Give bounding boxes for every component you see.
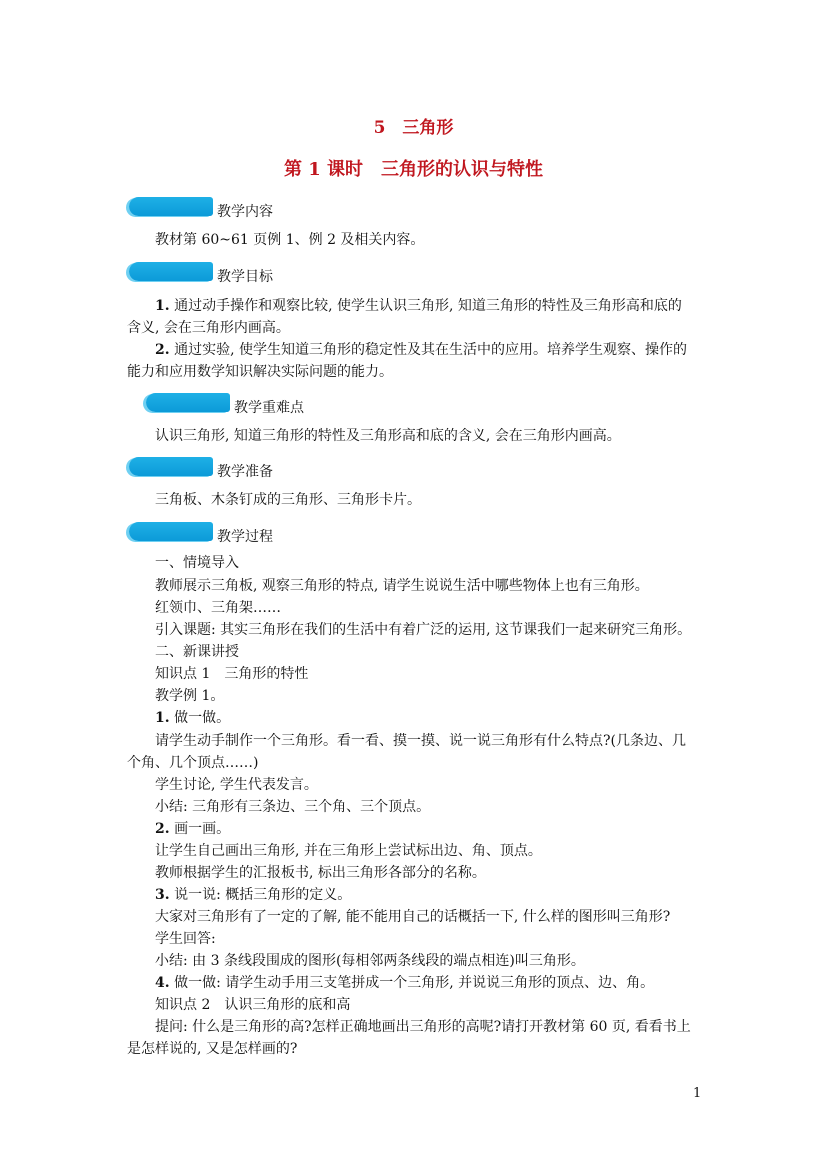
chapter-title: 5 三角形 [373, 118, 454, 138]
process-line [155, 819, 230, 839]
goal-2-line-2: 能力和应用数学知识解决实际问题的能力。 [127, 364, 393, 380]
process-line: 小结: 三角形有三条边、三个角、三个顶点。 [155, 799, 431, 815]
content-text: 教材第 60~61 页例 1、例 2 及相关内容。 [155, 232, 425, 248]
goal-1-line-1 [155, 296, 682, 316]
process-line: 大家对三角形有了一定的了解, 能不能用自己的话概括一下, 什么样的图形叫三角形? [155, 909, 671, 925]
goal-2-line-1 [155, 340, 687, 360]
section-badge [129, 262, 213, 281]
step-number: 4. [155, 975, 170, 991]
process-line: 学生讨论, 学生代表发言。 [155, 777, 318, 793]
step-number: 3. [155, 887, 170, 903]
goal-1-line-2: 含义, 会在三角形内画高。 [127, 320, 290, 336]
process-line: 引入课题: 其实三角形在我们的生活中有着广泛的运用, 这节课我们一起来研究三角形。 [155, 622, 692, 638]
process-line: 教学例 1。 [155, 688, 225, 704]
process-line: 教师根据学生的汇报板书, 标出三角形各部分的名称。 [155, 865, 486, 881]
page-number: 1 [693, 1086, 702, 1101]
process-line: 一、情境导入 [155, 555, 239, 571]
goal-text: 通过实验, 使学生知道三角形的稳定性及其在生活中的应用。培养学生观察、操作的 [174, 342, 687, 358]
section-badge [129, 522, 213, 541]
process-line: 红领巾、三角架…… [155, 600, 281, 616]
step-text: 画一画。 [169, 821, 231, 837]
process-line: 小结: 由 3 条线段围成的图形(每相邻两条线段的端点相连)叫三角形。 [155, 953, 585, 969]
step-text: 做一做。 [169, 710, 231, 726]
step-number: 1. [155, 710, 170, 726]
step-text: 做一做: 请学生动手用三支笔拼成一个三角形, 并说说三角形的顶点、边、角。 [169, 975, 655, 991]
goal-text: 通过动手操作和观察比较, 使学生认识三角形, 知道三角形的特性及三角形高和底的 [174, 298, 682, 314]
lesson-title: 第 1 课时 三角形的认识与特性 [283, 159, 544, 180]
goal-number: 1. [155, 298, 170, 314]
process-line: 知识点 1 三角形的特性 [155, 666, 309, 682]
process-line: 教师展示三角板, 观察三角形的特点, 请学生说说生活中哪些物体上也有三角形。 [155, 578, 649, 594]
key-points-text: 认识三角形, 知道三角形的特性及三角形高和底的含义, 会在三角形内画高。 [155, 428, 621, 444]
process-line: 二、新课讲授 [155, 644, 239, 660]
step-text: 说一说: 概括三角形的定义。 [169, 887, 352, 903]
process-line: 让学生自己画出三角形, 并在三角形上尝试标出边、角、顶点。 [155, 843, 542, 859]
process-line [155, 973, 654, 993]
section-badge [129, 457, 213, 476]
section-label: 教学内容 [217, 204, 273, 220]
process-line: 个角、几个顶点……) [127, 755, 259, 771]
process-line: 学生回答: [155, 931, 216, 947]
section-label: 教学重难点 [234, 400, 304, 416]
process-line: 是怎样说的, 又是怎样画的? [127, 1041, 298, 1057]
process-line: 知识点 2 认识三角形的底和高 [155, 997, 351, 1013]
process-line: 提问: 什么是三角形的高?怎样正确地画出三角形的高呢?请打开教材第 60 页, 看看书上 [155, 1019, 691, 1035]
process-line: 请学生动手制作一个三角形。看一看、摸一摸、说一说三角形有什么特点?(几条边、几 [155, 733, 686, 749]
section-label: 教学过程 [217, 529, 273, 545]
section-label: 教学目标 [217, 269, 273, 285]
step-number: 2. [155, 821, 170, 837]
goal-number: 2. [155, 342, 170, 358]
section-badge [129, 197, 213, 216]
preparation-text: 三角板、木条钉成的三角形、三角形卡片。 [155, 492, 421, 508]
section-badge [146, 393, 230, 412]
process-line [155, 885, 351, 905]
section-label: 教学准备 [217, 464, 273, 480]
process-line [155, 708, 230, 728]
